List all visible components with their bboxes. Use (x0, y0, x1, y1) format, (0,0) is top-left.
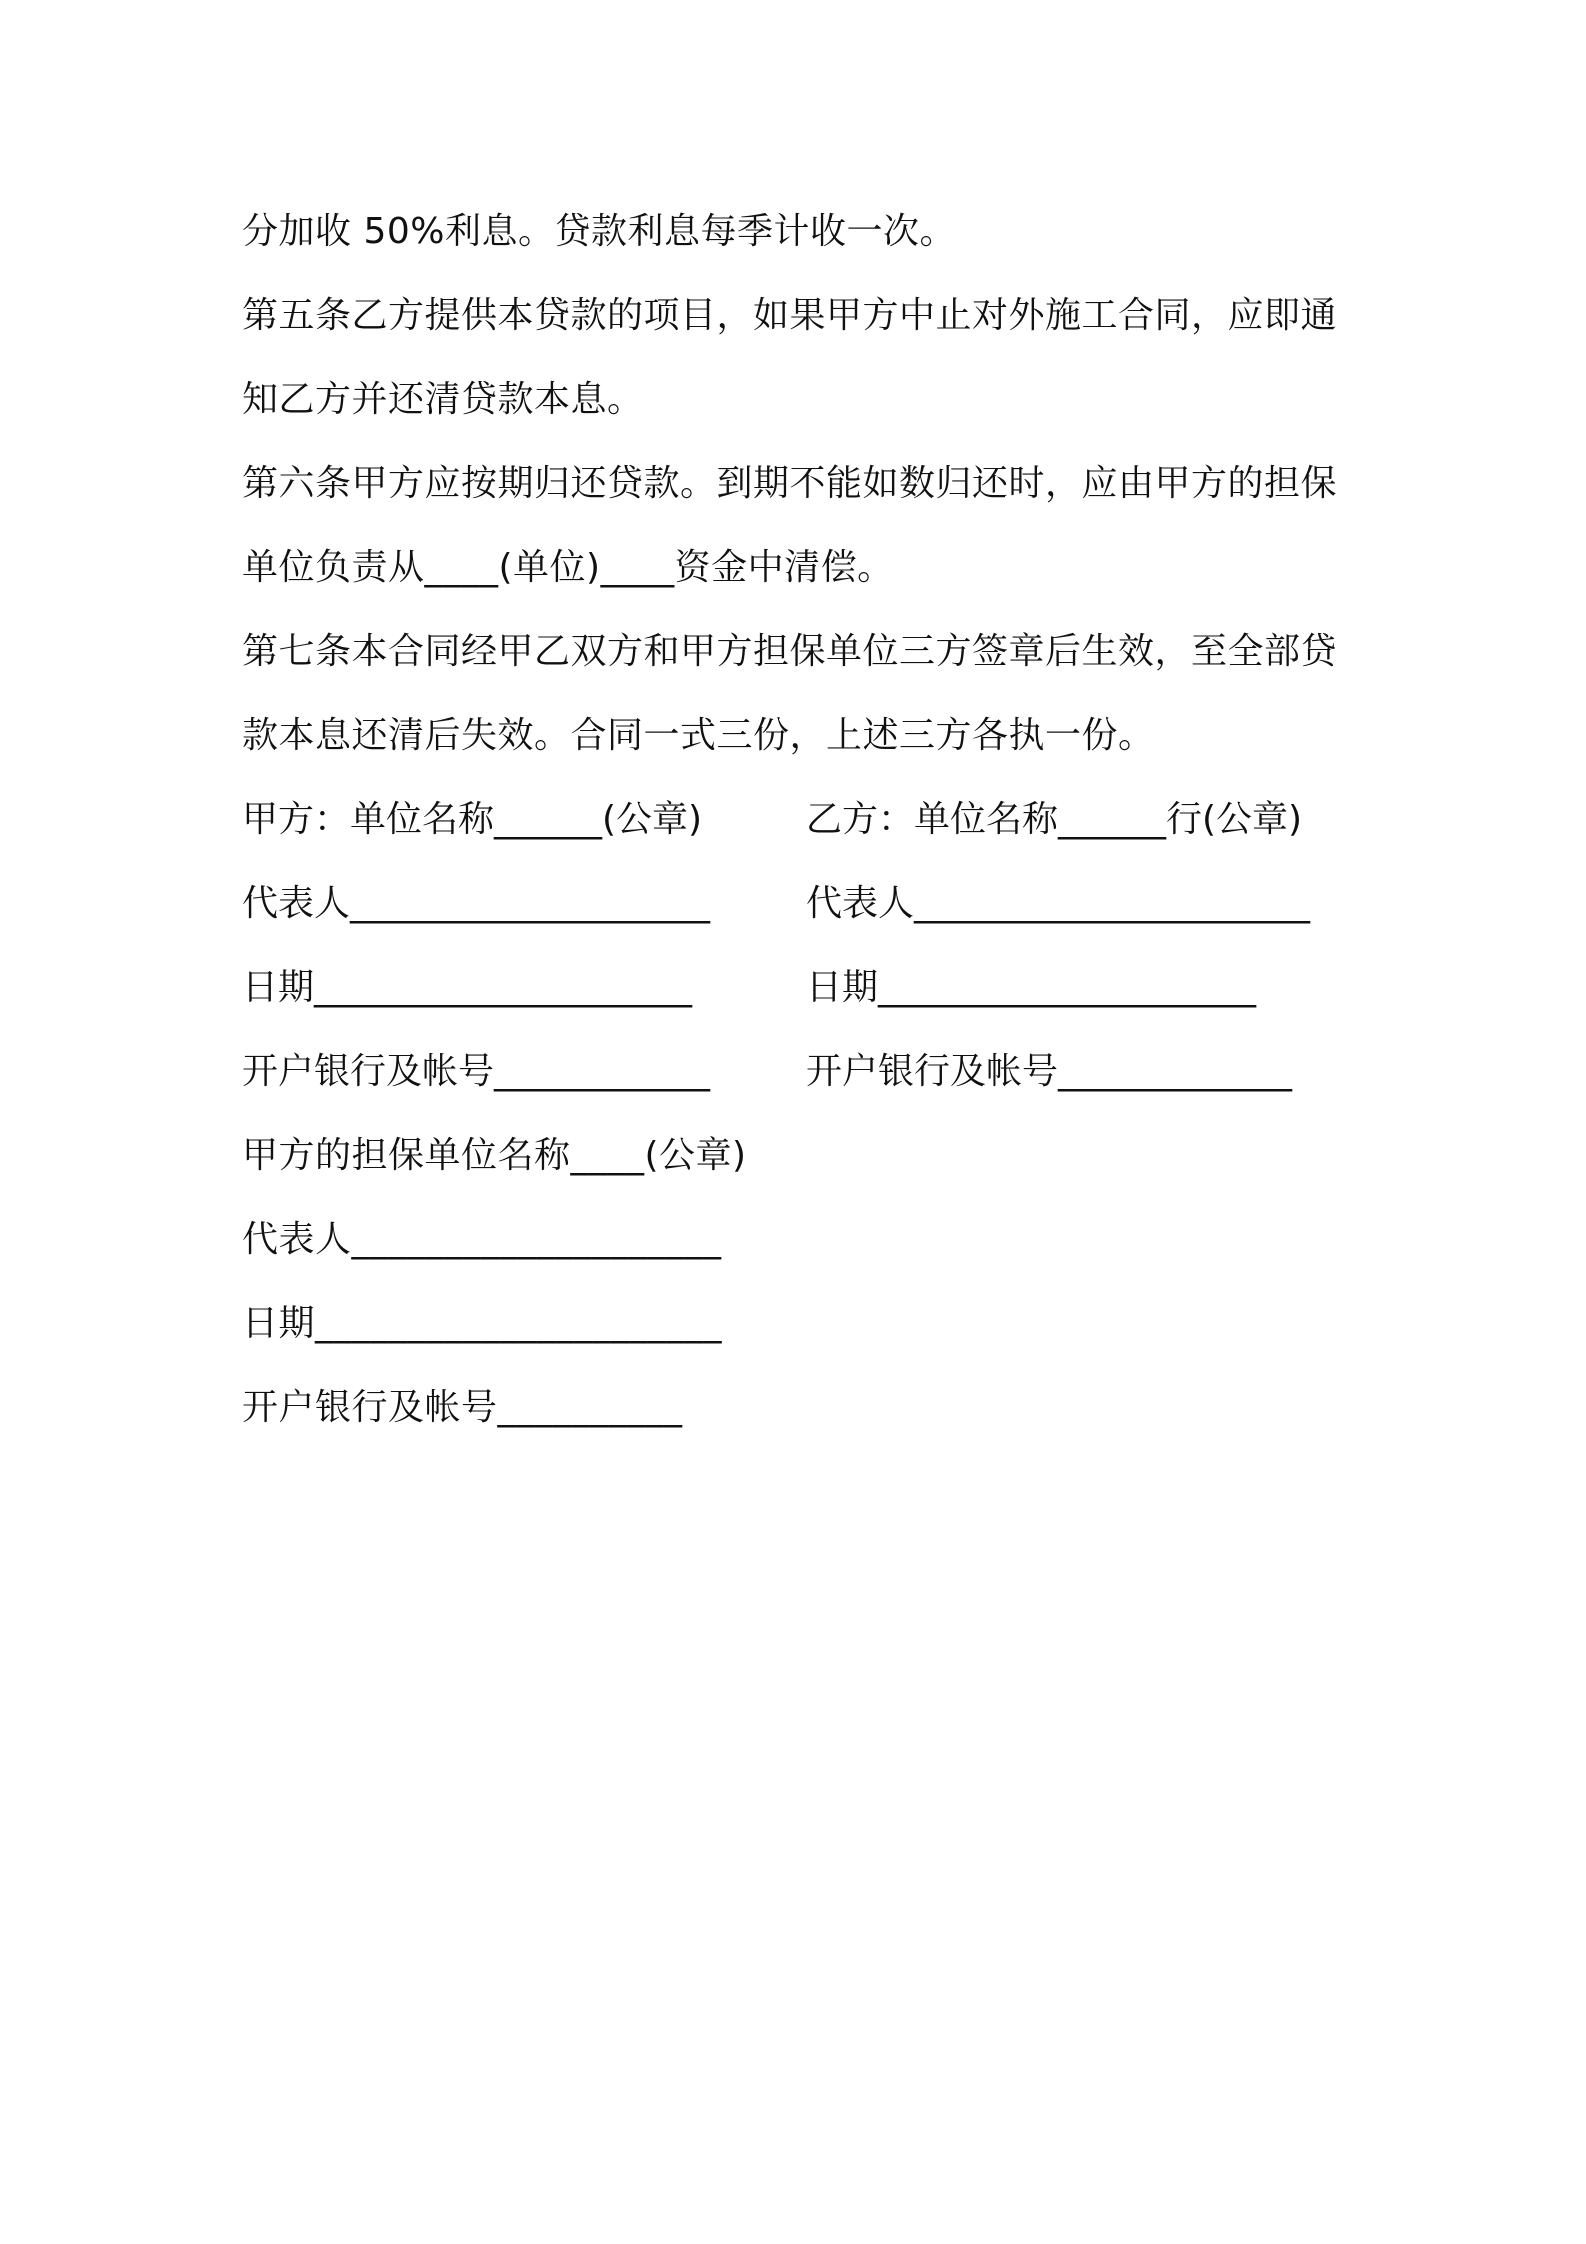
signature-row-rep (242, 862, 1362, 946)
body-line: 分加收 50%利息。贷款利息每季计收一次。 (242, 211, 956, 252)
party-b-date: 日期_____________________ (806, 967, 1257, 1008)
party-b-bank-account: 开户银行及帐号_____________ (806, 1051, 1293, 1092)
body-line: 知乙方并还清贷款本息。 (242, 379, 644, 420)
guarantor-unit-name: 甲方的担保单位名称____(公章) (242, 1135, 747, 1176)
body-line: 第五条乙方提供本贷款的项目，如果甲方中止对外施工合同，应即通 (242, 295, 1338, 336)
signature-row-date (242, 946, 1362, 1030)
party-a-representative: 代表人____________________ (242, 883, 711, 924)
party-a-unit-name: 甲方：单位名称______(公章) (242, 799, 703, 840)
body-line: 第六条甲方应按期归还贷款。到期不能如数归还时，应由甲方的担保 (242, 463, 1338, 504)
guarantor-representative: 代表人____________________ (242, 1219, 722, 1260)
body-line: 第七条本合同经甲乙双方和甲方担保单位三方签章后生效，至全部贷 (242, 631, 1338, 672)
signature-row-unit (242, 778, 1362, 862)
party-a-bank-account: 开户银行及帐号____________ (242, 1051, 711, 1092)
party-b-unit-name: 乙方：单位名称______行(公章) (806, 799, 1303, 840)
guarantor-date: 日期______________________ (242, 1303, 723, 1344)
guarantor-bank-account: 开户银行及帐号__________ (242, 1387, 683, 1428)
party-b-representative: 代表人______________________ (806, 883, 1311, 924)
signature-row-bank (242, 1030, 1362, 1114)
document-page (242, 190, 1362, 1450)
body-line: 单位负责从____(单位)____资金中清偿。 (242, 547, 894, 588)
party-a-date: 日期_____________________ (242, 967, 693, 1008)
body-line: 款本息还清后失效。合同一式三份，上述三方各执一份。 (242, 715, 1155, 756)
